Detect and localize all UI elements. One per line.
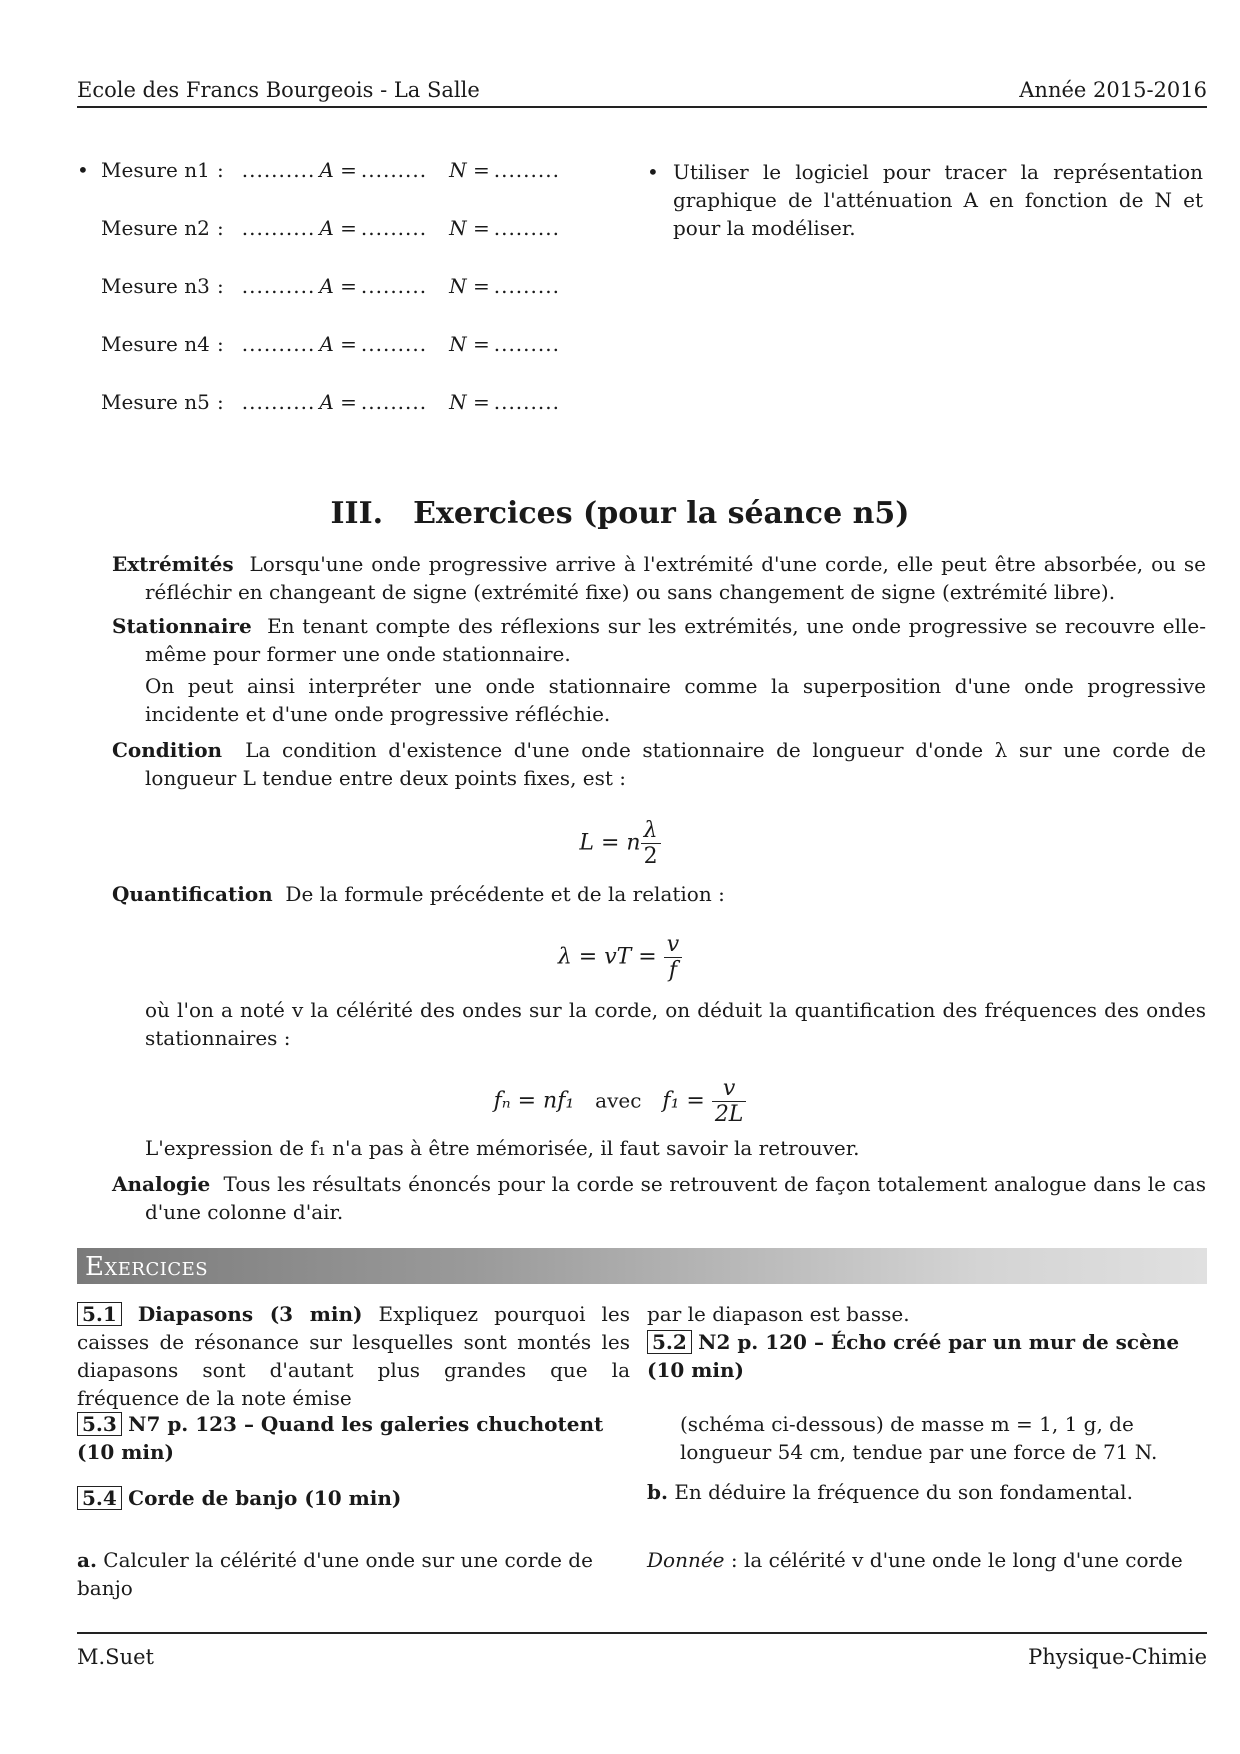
def-text-2: On peut ainsi interpréter une onde stationnaire comme la superposition d'une onde progressive incidente et d'une onde progressive réfléchie. [145, 674, 1206, 726]
measure-colon: : [217, 332, 224, 356]
measure-row [77, 158, 560, 182]
header-rule [77, 106, 1207, 108]
exercise-number-box: 5.2 [647, 1330, 692, 1354]
banner-title: Exercices [85, 1252, 209, 1282]
exercise-5-4-a [77, 1546, 630, 1602]
bullet-icon: • [77, 158, 89, 182]
exercise-5-1 [77, 1300, 630, 1412]
question-text: En déduire la fréquence du son fondamental. [674, 1480, 1133, 1504]
measure-label: Mesure n5 [101, 390, 210, 414]
def-analogie [112, 1170, 1206, 1226]
measure-colon: : [217, 274, 224, 298]
exercise-5-4 [77, 1484, 630, 1512]
def-term: Stationnaire [112, 614, 252, 638]
def-text: Tous les résultats énoncés pour la corde se retrouvent de façon totalement analogue dans le cas d'une colonne d'air. [145, 1172, 1206, 1224]
exercise-number-box: 5.4 [77, 1486, 122, 1510]
header-school: Ecole des Francs Bourgeois - La Salle [77, 78, 480, 102]
def-text: Lorsqu'une onde progressive arrive à l'extrémité d'une corde, elle peut être absorbée, ou se réfléchir en changeant de signe (extrémité fixe) ou sans changement de signe (extrémité libre). [145, 552, 1206, 604]
measure-colon: : [217, 216, 224, 240]
def-quantification-cont [112, 996, 1206, 1052]
def-text: De la formule précédente et de la relation : [285, 882, 725, 906]
exercise-5-1-cont: par le diapason est basse. [647, 1302, 910, 1326]
measure-blank: .......... [241, 390, 316, 414]
measure-blank: .......... [241, 158, 316, 182]
bullet-icon: • [647, 160, 659, 184]
attenuation-blank: ......... [360, 274, 428, 298]
footer-subject: Physique-Chimie [1028, 1645, 1207, 1669]
section-title [0, 496, 1240, 531]
n-blank: ......... [493, 274, 560, 298]
right-note [647, 158, 1203, 242]
measure-row [77, 274, 560, 298]
equation-relation: λ = vT = $\frac{v}{f}$ [0, 932, 1240, 983]
exercices-banner [77, 1248, 1207, 1284]
equation-condition: L = n $\frac{\lambda}{2}$ [0, 818, 1240, 869]
measure-row [77, 390, 560, 414]
measure-label: Mesure n4 [101, 332, 210, 356]
donnee [647, 1546, 1203, 1574]
fraction: $\frac{\lambda}{2}$ [641, 818, 661, 869]
def-quantification [112, 880, 1206, 908]
exercise-title: Diapasons (3 min) [137, 1302, 363, 1326]
exercise-5-4-a-cont: (schéma ci-dessous) de masse m = 1, 1 g, de longueur 54 cm, tendue par une force de 71 N. [680, 1412, 1158, 1464]
measure-blank: .......... [241, 216, 316, 240]
measure-row [77, 332, 560, 356]
attenuation-blank: ......... [360, 332, 428, 356]
donnee-label: Donnée [647, 1548, 725, 1572]
def-condition [112, 736, 1206, 792]
def-text: En tenant compte des réflexions sur les extrémités, une onde progressive se recouvre elle-même pour former une onde stationnaire. [145, 614, 1207, 666]
exercise-5-3 [77, 1410, 630, 1466]
n-blank: ......... [493, 158, 560, 182]
attenuation-blank: ......... [360, 390, 428, 414]
n-label: N = [449, 158, 490, 182]
attenuation-label: A = [319, 158, 357, 182]
def-term: Condition [112, 738, 223, 762]
footer-author: M.Suet [77, 1645, 154, 1669]
donnee-text: : la célérité v d'une onde le long d'une corde [724, 1548, 1183, 1572]
n-blank: ......... [493, 216, 560, 240]
right-note-text: Utiliser le logiciel pour tracer la représentation graphique de l'atténuation A en fonction de N et pour la modéliser. [673, 160, 1203, 240]
attenuation-label: A = [319, 216, 357, 240]
fraction: $\frac{v}{f}$ [664, 932, 682, 983]
measure-label: Mesure n2 [101, 216, 210, 240]
def-quantification-note [112, 1134, 1206, 1162]
def-text-3: L'expression de f₁ n'a pas à être mémorisée, il faut savoir la retrouver. [145, 1136, 860, 1160]
exercise-number-box: 5.1 [77, 1302, 122, 1326]
n-blank: ......... [493, 390, 560, 414]
measure-row [77, 216, 560, 240]
exercise-title: N7 p. 123 – Quand les galeries chuchotent (10 min) [77, 1412, 604, 1464]
question-text: Calculer la célérité d'une onde sur une corde de banjo [77, 1548, 593, 1600]
attenuation-label: A = [319, 332, 357, 356]
question-label: b. [647, 1480, 668, 1504]
def-term: Extrémités [112, 552, 234, 576]
attenuation-label: A = [319, 274, 357, 298]
fraction: $\frac{v}{2L}$ [712, 1076, 747, 1127]
n-blank: ......... [493, 332, 560, 356]
def-stationnaire [112, 612, 1206, 728]
measure-label: Mesure n1 [101, 158, 210, 182]
def-text-2: où l'on a noté v la célérité des ondes sur la corde, on déduit la quantification des fréquences des ondes stationnaires : [145, 998, 1206, 1050]
n-label: N = [449, 390, 490, 414]
n-label: N = [449, 216, 490, 240]
question-label: a. [77, 1548, 97, 1572]
attenuation-label: A = [319, 390, 357, 414]
exercise-5-2 [647, 1328, 1203, 1384]
def-text: La condition d'existence d'une onde stationnaire de longueur d'onde λ sur une corde de longueur L tendue entre deux points fixes, est : [145, 738, 1206, 790]
def-term: Quantification [112, 882, 273, 906]
measure-label: Mesure n3 [101, 274, 210, 298]
exercise-5-4-b [647, 1478, 1203, 1506]
exercise-text: Expliquez pourquoi les caisses de résonance sur lesquelles sont montés les diapasons sont d'autant plus grandes que la fréquence de la note émise [77, 1302, 631, 1410]
section-title-text: Exercices (pour la séance n5) [413, 496, 910, 531]
measure-colon: : [217, 158, 224, 182]
n-label: N = [449, 274, 490, 298]
section-number: III. [330, 496, 384, 531]
def-term: Analogie [112, 1172, 211, 1196]
def-extremites [112, 550, 1206, 606]
measure-blank: .......... [241, 332, 316, 356]
exercise-title: Corde de banjo (10 min) [128, 1486, 402, 1510]
equation-quantification: fₙ = nf₁ avec f₁ = $\frac{v}{2L}$ [0, 1076, 1240, 1127]
measure-colon: : [217, 390, 224, 414]
header-year: Année 2015-2016 [1019, 78, 1207, 102]
attenuation-blank: ......... [360, 216, 428, 240]
attenuation-blank: ......... [360, 158, 428, 182]
exercise-number-box: 5.3 [77, 1412, 122, 1436]
n-label: N = [449, 332, 490, 356]
exercise-title: N2 p. 120 – Écho créé par un mur de scène (10 min) [647, 1330, 1180, 1382]
measure-blank: .......... [241, 274, 316, 298]
footer-rule [77, 1632, 1207, 1634]
